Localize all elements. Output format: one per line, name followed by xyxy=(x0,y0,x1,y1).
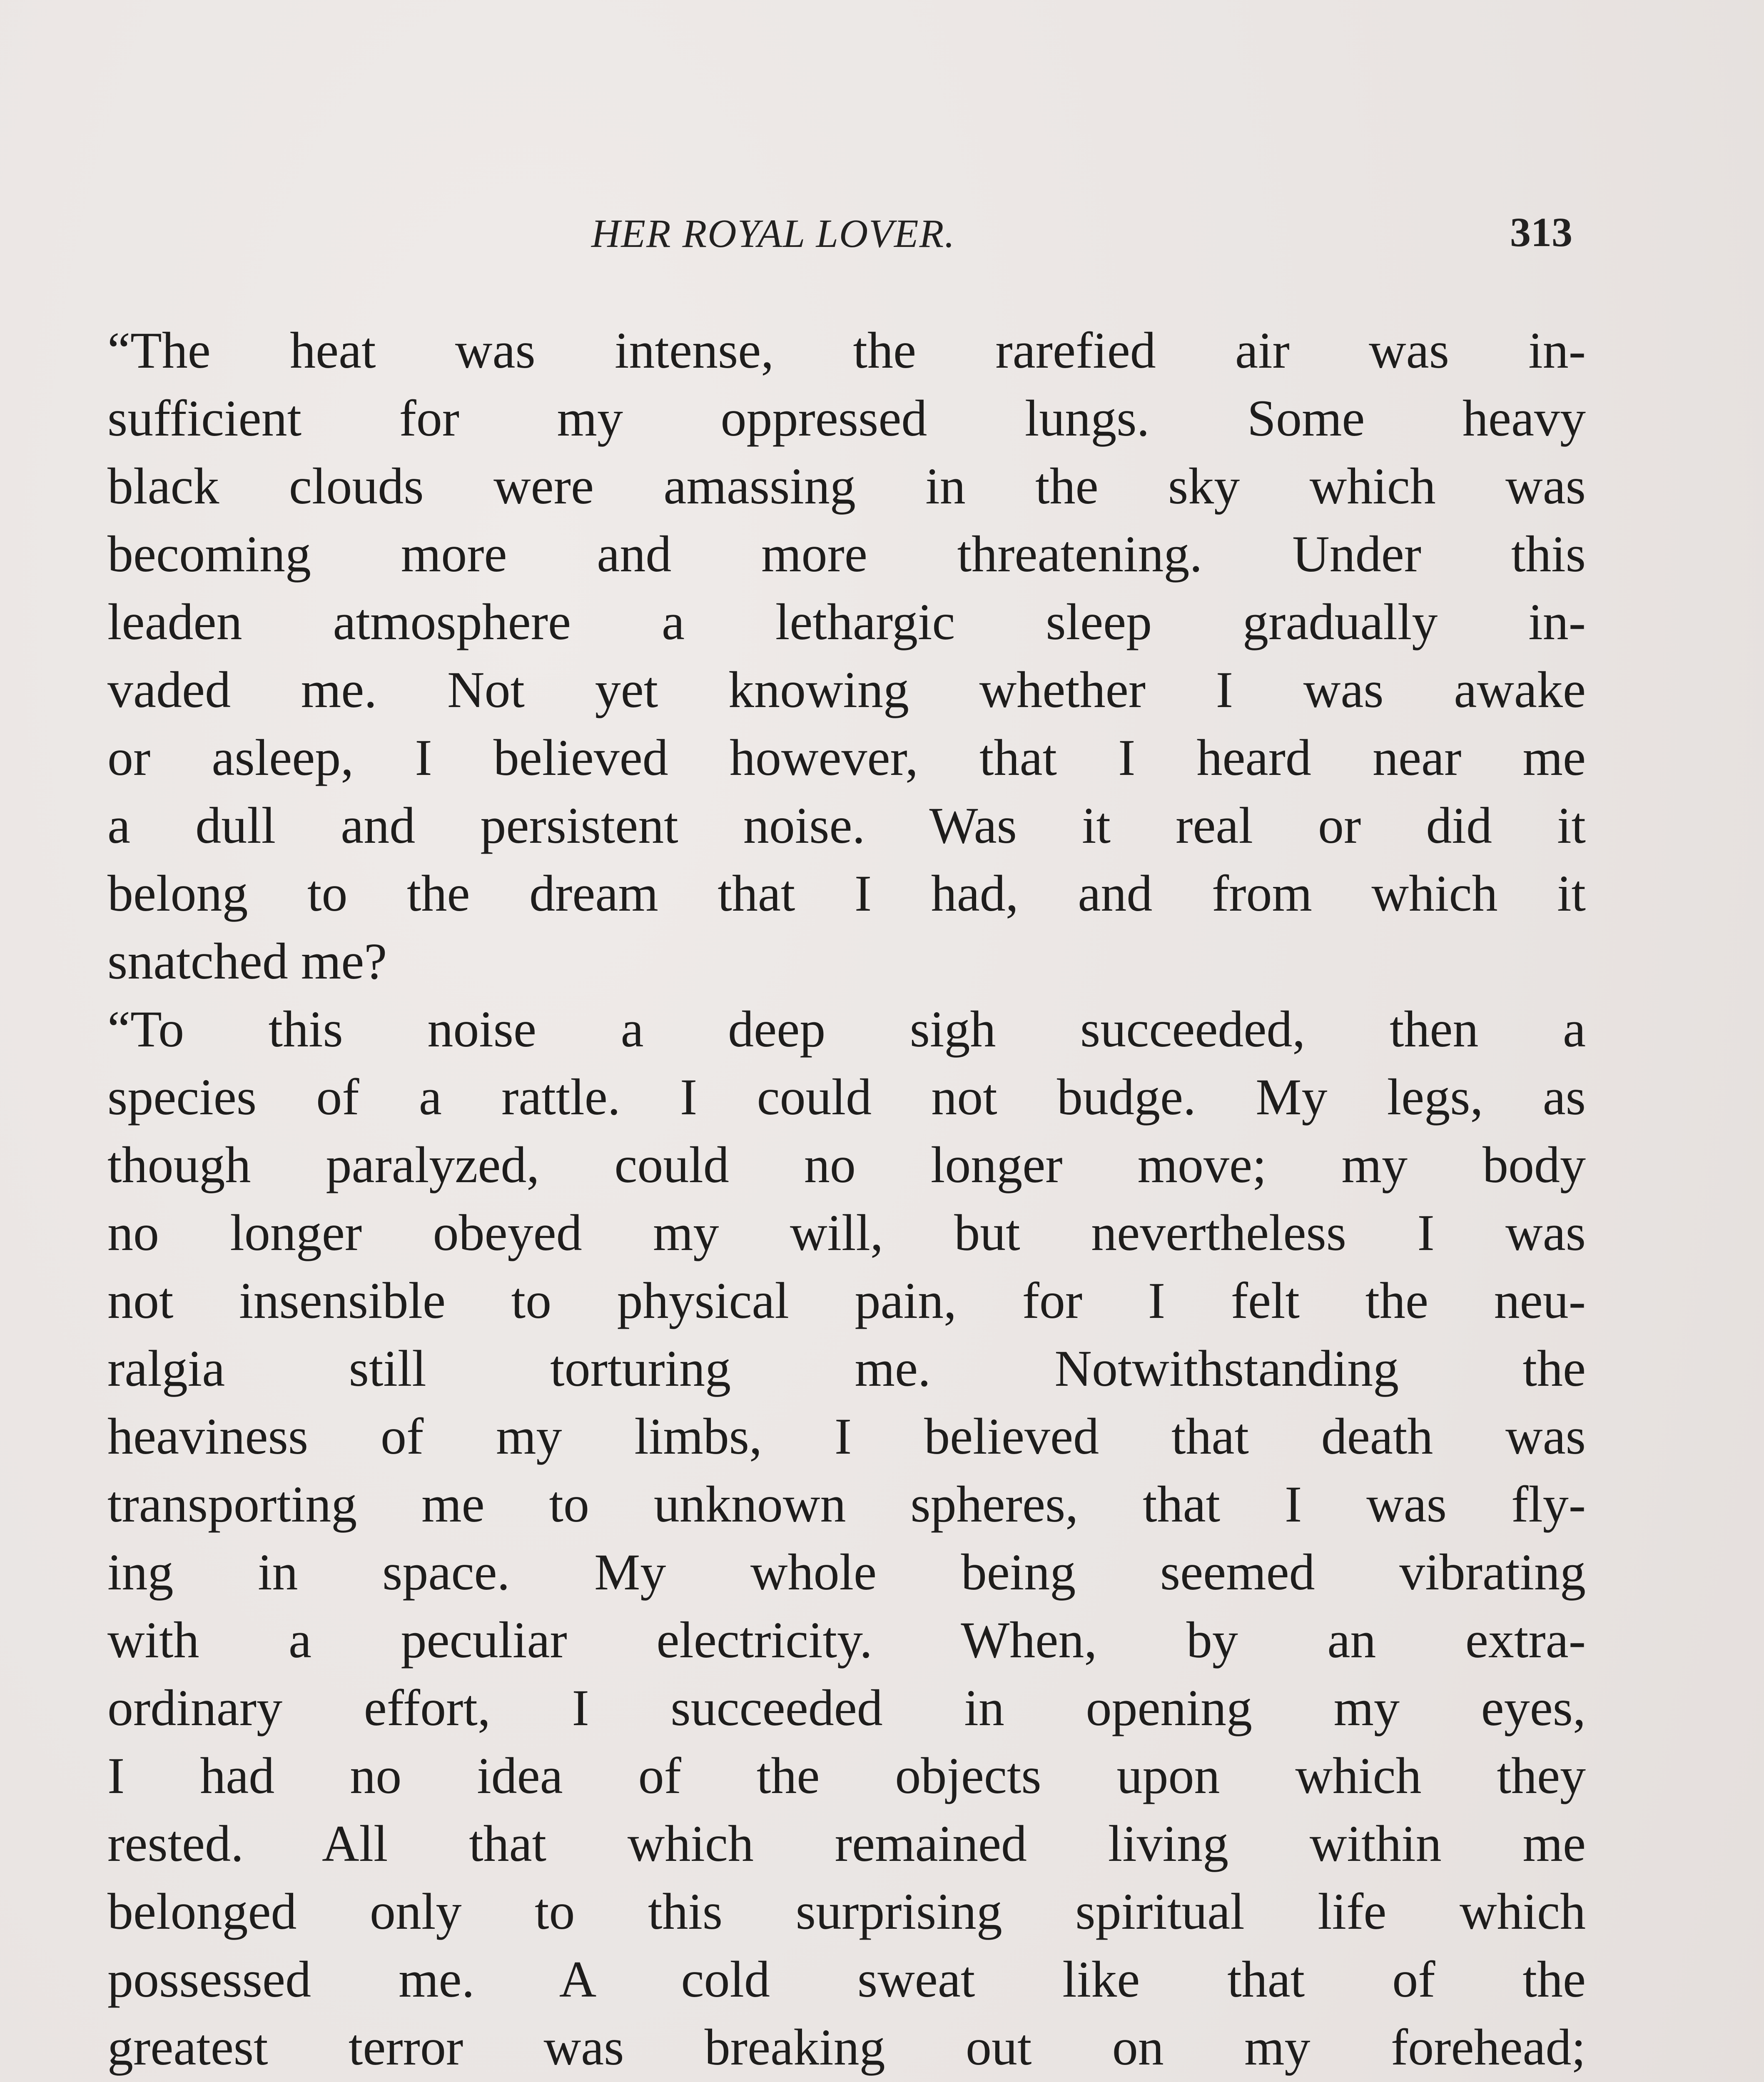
text-line: no longer obeyed my will, but nevertheless I was xyxy=(107,1204,1586,1261)
text-line: black clouds were amassing in the sky which was xyxy=(107,458,1586,515)
text-line: or asleep, I believed however, that I heard near me xyxy=(107,729,1586,786)
text-line: belonged only to this surprising spiritual life which xyxy=(107,1883,1586,1940)
text-line: vaded me. Not yet knowing whether I was awake xyxy=(107,661,1586,718)
text-line: greatest terror was breaking out on my forehead; xyxy=(107,2019,1586,2076)
page-number: 313 xyxy=(1510,209,1572,255)
running-title: HER ROYAL LOVER. xyxy=(591,211,956,256)
text-line: rested. All that which remained living within me xyxy=(107,1815,1586,1872)
text-line: species of a rattle. I could not budge. My legs, as xyxy=(107,1068,1586,1126)
text-line: not insensible to physical pain, for I felt the neu- xyxy=(107,1272,1586,1329)
text-line: I had no idea of the objects upon which they xyxy=(107,1747,1586,1804)
text-line: becoming more and more threatening. Under this xyxy=(107,525,1586,583)
text-line: possessed me. A cold sweat like that of the xyxy=(107,1951,1586,2008)
text-line: “To this noise a deep sigh succeeded, then a xyxy=(107,1001,1586,1058)
text-line: snatched me? xyxy=(107,933,387,990)
text-line: ralgia still torturing me. Notwithstanding the xyxy=(107,1340,1586,1397)
text-line: transporting me to unknown spheres, that I was fly- xyxy=(107,1476,1586,1533)
text-line: leaden atmosphere a lethargic sleep gradually in- xyxy=(107,593,1586,650)
text-line: belong to the dream that I had, and from which it xyxy=(107,865,1586,922)
paragraph xyxy=(107,995,1586,2082)
paragraph xyxy=(107,316,1586,995)
text-line: ordinary effort, I succeeded in opening my eyes, xyxy=(107,1679,1586,1736)
text-line: “The heat was intense, the rarefied air was in- xyxy=(107,322,1586,379)
text-line: ing in space. My whole being seemed vibrating xyxy=(107,1544,1586,1601)
text-line: a dull and persistent noise. Was it real or did it xyxy=(107,797,1586,854)
body-text xyxy=(107,316,1586,2082)
text-line: sufficient for my oppressed lungs. Some heavy xyxy=(107,390,1586,447)
text-line: heaviness of my limbs, I believed that death was xyxy=(107,1408,1586,1465)
text-line: with a peculiar electricity. When, by an extra- xyxy=(107,1611,1586,1669)
text-line: though paralyzed, could no longer move; my body xyxy=(107,1136,1586,1193)
